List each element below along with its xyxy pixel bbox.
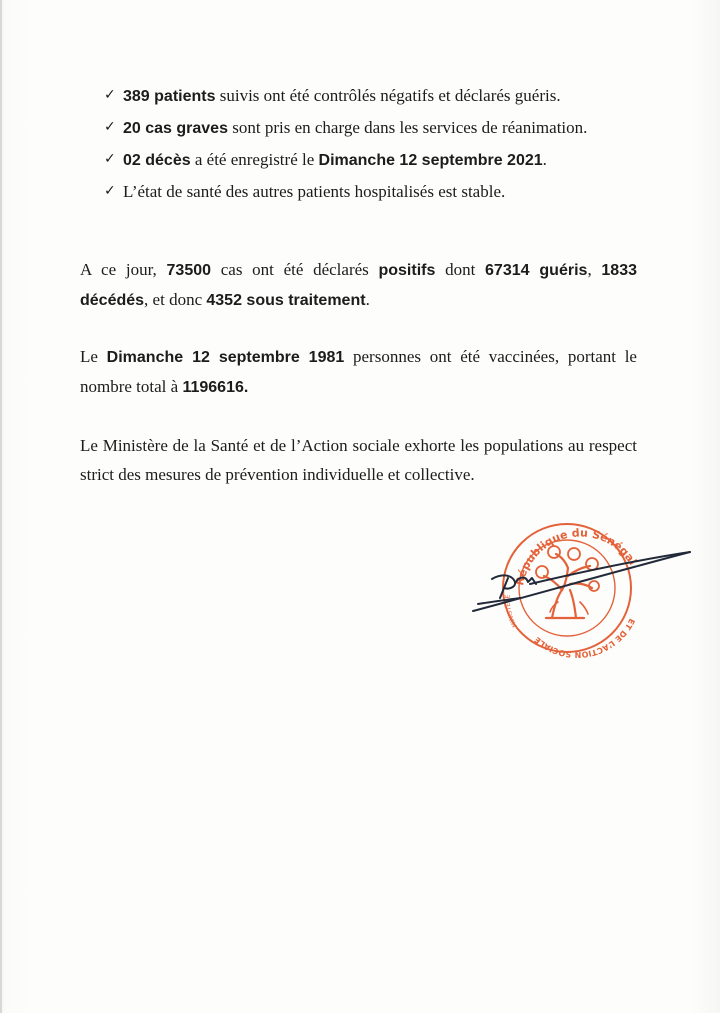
check-icon: ✓ [104,87,116,103]
official-seal [503,524,639,658]
bullet-deaths-count: 02 décès [123,152,191,169]
bullet-cured-count: 389 patients [123,88,216,105]
under-treatment: 4352 sous traitement [206,292,366,309]
text-span: Le [80,347,107,366]
vaccinated-today: Dimanche 12 septembre 1981 [106,349,345,366]
total-cured: 67314 guéris [485,262,588,279]
status-bullet-list [104,80,639,207]
bullet-severe-count: 20 cas graves [123,120,228,137]
text-span: dont [435,260,486,279]
vaccination-paragraph [80,342,637,402]
cumulative-cases-paragraph [80,255,637,315]
positive-label: positifs [378,262,436,279]
bullet-stable-text: L’état de santé des autres patients hospitalisés est stable. [123,182,506,201]
text-span: , et donc [144,290,207,309]
bullet-cured-text: suivis ont été contrôlés négatifs et déclarés guéris. [215,86,561,105]
bullet-cured [104,80,639,112]
bullet-deaths [104,144,639,176]
handwritten-signature [473,552,690,611]
text-span: Le Ministère de la Santé et de l’Action sociale exhorte les populations au respect strict des mesures de prévention individuelle et collective. [80,436,637,484]
bullet-severe [104,112,639,144]
ministry-exhortation-paragraph [80,431,637,489]
text-span: . [365,290,370,309]
page-edge-shadow [0,0,2,1013]
text-span: , [587,260,602,279]
check-icon: ✓ [104,183,116,199]
text-span: personnes ont été vaccinées, portant le nombre total à [80,347,637,396]
stamp-left-text: MINISTÈRE [504,594,519,629]
vaccinated-total: 1196616. [182,379,249,396]
stamp-bottom-text: ET DE L’ACTION SOCIALE [532,617,637,658]
stamp-top-text: République du Sénégal [513,526,640,587]
text-span: A ce jour, [80,260,167,279]
bullet-severe-text: sont pris en charge dans les services de réanimation. [227,118,588,137]
bullet-deaths-text: a été enregistré le [190,150,319,169]
text-span: cas ont été déclarés [211,260,379,279]
bullet-deaths-date: Dimanche 12 septembre 2021 [318,152,543,169]
check-icon: ✓ [104,119,116,135]
total-deaths: 1833 décédés [80,262,637,309]
ministry-stamp-signature [470,518,695,658]
bullet-deaths-end: . [542,150,547,169]
total-cases: 73500 [166,262,212,279]
check-icon: ✓ [104,151,116,167]
bullet-stable [104,176,639,207]
baobab-emblem [536,546,599,618]
